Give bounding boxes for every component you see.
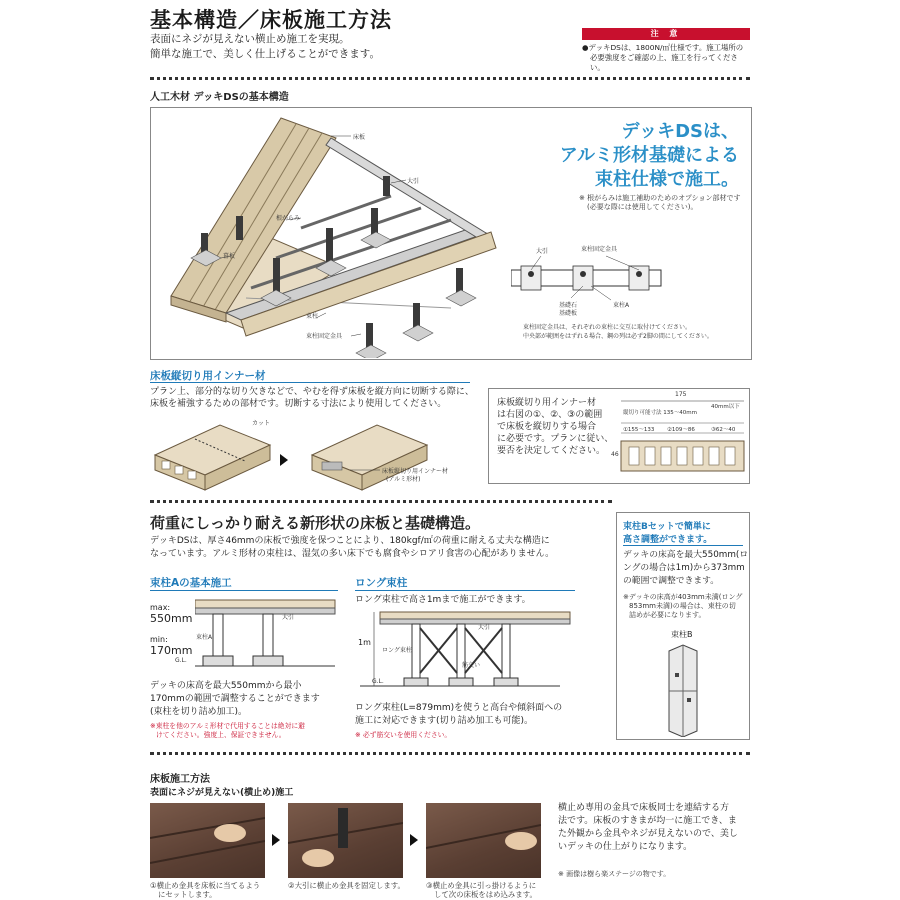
- tsukaB-title-1: 束柱Bセットで簡単に: [623, 522, 711, 532]
- long-sub: ロング束柱で高さ1mまで施工ができます。: [355, 595, 531, 605]
- inner-material-illustration: [150, 415, 480, 495]
- long-note: ※ 必ず筋交いを使用ください。: [355, 731, 452, 739]
- tsukaA-note-1: ※束柱を他のアルミ形材で代用することは絶対に避: [150, 722, 305, 730]
- inner-desc-1: プラン上、部分的な切り欠きなどで、やむを得ず床板を縦方向に切断する際に、: [150, 387, 474, 397]
- detail-label-tsukaA: 束柱A: [613, 302, 630, 309]
- long-title-rule: [355, 590, 575, 591]
- structure-banner: [531, 120, 739, 192]
- tsukaA-note-2: けてください。強度上、保証できません。: [156, 731, 286, 739]
- install-section-title: 床板施工方法: [150, 774, 210, 785]
- detail-note-1: 束柱固定金具は、それぞれの束柱に交互に取付けてください。: [523, 324, 692, 331]
- strength-desc-1: デッキDSは、厚さ46mmの床板で強度を保つことにより、180kgf/㎡の荷重に耐える丈夫な構造に: [150, 536, 550, 546]
- divider: [150, 77, 750, 80]
- label-yukaita: 床板: [353, 134, 366, 141]
- label-kotei: 束柱固定金具: [306, 333, 343, 340]
- label-makuita: 幕板: [223, 253, 236, 260]
- inner-label-2: (アルミ形材): [386, 476, 421, 483]
- tsukaA-desc-3: (束柱を切り詰め加工)。: [150, 707, 248, 717]
- tsukaA-obiki-label: 大引: [282, 614, 295, 621]
- label-obiki: 大引: [407, 178, 420, 185]
- detail-note-2: 中央部が範囲をはずれる場合、鋼の列は必ず2脚の間にしてください。: [523, 333, 713, 340]
- detail-label-nebusa: 基礎石: [559, 302, 578, 309]
- dim-height: 46: [611, 451, 619, 458]
- step-1-caption-1: ①横止め金具を床板に当てるよう: [150, 881, 261, 890]
- min-value: 170mm: [150, 644, 193, 657]
- step-2-image: [288, 803, 403, 878]
- tsukaA-illustration: [195, 596, 340, 678]
- notice-label: 注 意: [582, 28, 750, 40]
- long-gl: G.L.: [372, 678, 384, 685]
- structure-panel: [150, 107, 752, 360]
- step-1-caption-2: にセットします。: [158, 890, 217, 899]
- inner-title-rule: [150, 382, 470, 383]
- inner-box-line-4: に必要です。プランに従い、: [497, 434, 614, 444]
- long-desc-1: ロング束柱(L=879mm)を使うと高台や傾斜面への: [355, 703, 563, 713]
- dim-2: ②109～86: [667, 427, 695, 433]
- tsukaB-title-rule: [623, 545, 743, 546]
- step-3-photo: [426, 803, 541, 878]
- arrow-right-icon-2: [410, 834, 418, 846]
- detail-label-obiki: 大引: [536, 248, 549, 255]
- tsukaA-desc-2: 170mmの範囲で調整することができます: [150, 694, 320, 704]
- dim-1: ①155～133: [623, 427, 655, 433]
- inner-desc-2: 床板を補強するための部材です。切断する寸法により使用してください。: [150, 399, 447, 409]
- detail-label-kotei: 束柱固定金具: [581, 246, 618, 253]
- banner-line-1: デッキDSは、: [621, 121, 739, 142]
- arrow-right-icon-1: [272, 834, 280, 846]
- tsukaB-desc-2: ングの場合は1m)から373mm: [623, 563, 745, 573]
- tsukaA-title: 束柱Aの基本施工: [150, 577, 232, 589]
- step-1-image: [150, 803, 265, 878]
- install-desc-2: 法です。床板のすきまが均一に施工でき、ま: [558, 816, 737, 826]
- arrow-right-icon: [280, 454, 288, 466]
- step-2-caption: ②大引に横止め金具を固定します。: [288, 881, 405, 890]
- inner-section-title: 床板縦切り用インナー材: [150, 370, 266, 382]
- detail-label-base: 基礎板: [559, 310, 578, 317]
- cut-label: カット: [252, 420, 270, 427]
- structure-section-title: 人工木材 デッキDSの基本構造: [150, 92, 289, 103]
- banner-line-3: 束柱仕様で施工。: [595, 169, 739, 190]
- tsukaB-title-2: 高さ調整ができます。: [623, 535, 713, 545]
- inner-box-line-1: 床板縦切り用インナー材: [497, 398, 597, 408]
- tsukaA-gl: G.L.: [175, 657, 187, 664]
- long-title: ロング束柱: [355, 577, 408, 589]
- long-label: ロング束柱: [382, 647, 412, 654]
- strength-desc-2: なっています。アルミ形材の束柱は、湿気の多い床下でも腐食やシロアリ食害の心配がありません。: [150, 549, 555, 559]
- tsukaB-note-2: 853mm未満)の場合は、束柱の切: [629, 602, 736, 610]
- step-3-image: [426, 803, 541, 878]
- banner-note-1: ※ 根がらみは施工補助のためのオプション部材です: [579, 194, 741, 202]
- inner-box-line-3: で床板を縦切りする場合: [497, 422, 597, 432]
- long-obiki: 大引: [478, 624, 491, 631]
- banner-line-2: アルミ形材基礎による: [559, 145, 739, 166]
- install-note: ※ 画像は樹ら楽ステージの物です。: [558, 870, 671, 878]
- install-desc-4: いデッキの仕上がりになります。: [558, 842, 693, 852]
- tsukaA-label: 束柱A: [196, 634, 213, 641]
- divider-2: [150, 500, 612, 503]
- inner-box-line-2: は右図の①、②、③の範囲: [497, 410, 603, 420]
- dim-total: 175: [675, 391, 687, 398]
- install-sub: 表面にネジが見えない(横止め)施工: [150, 788, 294, 798]
- tsukaB-box: [616, 512, 750, 740]
- tsukaB-note-3: 詰めが必要になります。: [629, 611, 706, 619]
- inner-label-1: 床板縦切り用インナー材: [382, 468, 449, 475]
- step-3-caption-2: して次の床板をはめ込みます。: [434, 890, 537, 899]
- tsukaB-note-1: ※デッキの床高が403mm未満(ロング: [623, 593, 743, 601]
- banner-note-2: (必要な際には使用してください)。: [587, 203, 698, 211]
- step-3-caption-1: ③横止め金具に引っ掛けるように: [426, 881, 537, 890]
- tsukaA-desc-1: デッキの床高を最大550mmから最小: [150, 681, 302, 691]
- max-label: max:: [150, 603, 171, 612]
- inner-box-text: [497, 397, 613, 457]
- notice-line-1: ●デッキDSは、1800N/㎡仕様です。施工場所の: [582, 43, 744, 52]
- long-1m: 1m: [358, 638, 371, 647]
- tsukaA-title-rule: [150, 590, 338, 591]
- max-value: 550mm: [150, 612, 193, 625]
- dim-range: 縦切り可能寸法 135～40mm: [623, 410, 697, 416]
- inner-box-line-5: 要否を決定してください。: [497, 446, 606, 456]
- tsukaB-illustration: [663, 643, 703, 737]
- install-desc-1: 横止め専用の金具で床板同士を連結する方: [558, 803, 730, 813]
- strength-headline: 荷重にしっかり耐える新形状の床板と基礎構造。: [150, 514, 481, 532]
- long-brace: 筋交い: [462, 662, 481, 669]
- step-1-photo: [150, 803, 265, 878]
- label-tsukabashira: 束柱: [306, 313, 319, 320]
- label-negarami: 根がらみ: [276, 215, 301, 222]
- step-2-photo: [288, 803, 403, 878]
- tsukaB-desc-1: デッキの床高を最大550mm(ロ: [623, 550, 749, 560]
- intro-line-2: 簡単な施工で、美しく仕上げることができます。: [150, 48, 380, 60]
- notice-box: [582, 28, 750, 73]
- page-title: 基本構造／床板施工方法: [150, 8, 392, 32]
- notice-line-2: 必要強度をご確認の上、施工を行ってください。: [590, 53, 738, 72]
- dim-range-2: 40mm以下: [711, 404, 740, 410]
- divider-3: [150, 752, 750, 755]
- deck-structure-illustration: [151, 108, 531, 358]
- tsukaB-desc-3: の範囲で調整できます。: [623, 576, 720, 586]
- inner-info-box: [488, 388, 750, 484]
- min-label: min:: [150, 635, 168, 644]
- tsukaB-label: 束柱B: [671, 630, 693, 639]
- install-desc-3: た外観から金具やネジが見えないので、美し: [558, 829, 738, 839]
- long-desc-2: 施工に対応できます(切り詰め加工も可能)。: [355, 716, 534, 726]
- dim-3: ③62～40: [711, 427, 736, 433]
- intro-line-1: 表面にネジが見えない横止め施工を実現。: [150, 33, 350, 45]
